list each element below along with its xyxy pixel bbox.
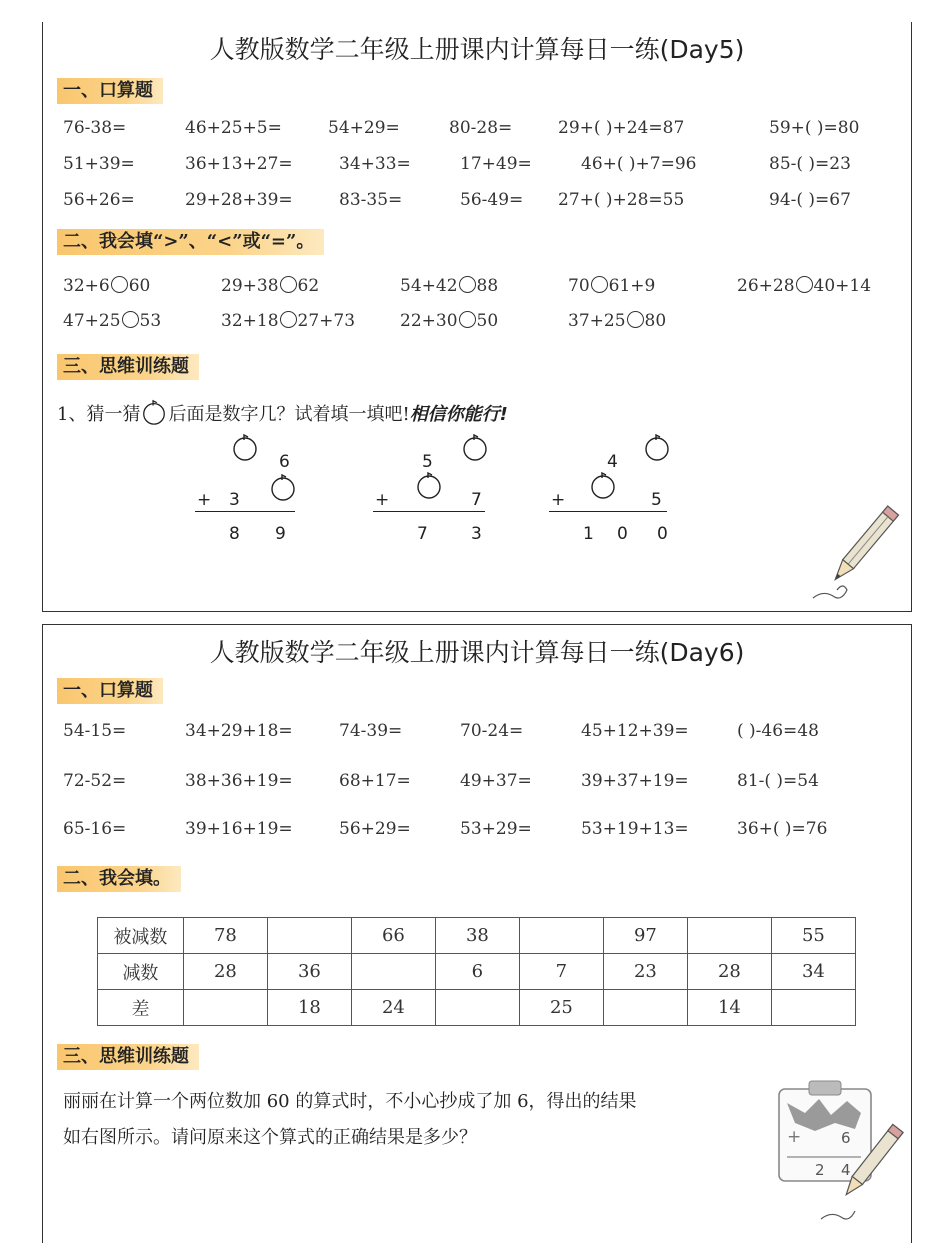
answer-circle[interactable] xyxy=(459,276,476,293)
answer-circle[interactable] xyxy=(459,311,476,328)
compare-item: 22+30 50 xyxy=(400,311,499,331)
table-cell: 97 xyxy=(603,918,687,954)
answer-circle[interactable] xyxy=(122,311,139,328)
table-cell: 78 xyxy=(183,918,267,954)
puzzle-digit: 7 xyxy=(417,524,428,544)
equation: 76-38= xyxy=(63,118,127,138)
equation: 51+39= xyxy=(63,154,135,174)
table-cell[interactable] xyxy=(603,990,687,1026)
equation: 46+25+5= xyxy=(185,118,282,138)
puzzle-digit: 0 xyxy=(657,524,668,544)
equation: 36+( )=76 xyxy=(737,819,828,839)
compare-item: 32+18 27+73 xyxy=(221,311,356,331)
table-cell[interactable] xyxy=(687,918,771,954)
equation: 80-28= xyxy=(449,118,513,138)
table-cell: 66 xyxy=(351,918,435,954)
figure-digit: 4 xyxy=(841,1161,851,1179)
table-cell: 36 xyxy=(267,954,351,990)
encouragement: 相信你能行! xyxy=(409,404,508,425)
equation: 39+37+19= xyxy=(581,771,689,791)
table-cell: 7 xyxy=(519,954,603,990)
puzzle-digit: 7 xyxy=(471,490,482,510)
table-cell: 6 xyxy=(435,954,519,990)
sum-line xyxy=(195,511,295,512)
apple-icon xyxy=(461,432,489,462)
equation: 81-( )=54 xyxy=(737,771,819,791)
table-cell: 38 xyxy=(435,918,519,954)
subtraction-table xyxy=(97,917,856,1026)
answer-circle[interactable] xyxy=(627,311,644,328)
row-header: 差 xyxy=(98,990,184,1026)
equation: 70-24= xyxy=(460,721,524,741)
section-compare: 二、我会填“>”、“<”或“=”。 xyxy=(57,229,324,255)
equation: 94-( )=67 xyxy=(769,190,851,210)
apple-icon xyxy=(589,470,617,500)
compare-item: 37+25 80 xyxy=(568,311,667,331)
equation: 29+( )+24=87 xyxy=(558,118,685,138)
table-cell: 28 xyxy=(687,954,771,990)
equation: 29+28+39= xyxy=(185,190,293,210)
equation: 83-35= xyxy=(339,190,403,210)
puzzle-digit: 5 xyxy=(422,452,433,472)
equation: 59+( )=80 xyxy=(769,118,860,138)
equation: 38+36+19= xyxy=(185,771,293,791)
equation: 34+33= xyxy=(339,154,411,174)
sum-line xyxy=(549,511,667,512)
section-thinking: 三、思维训练题 xyxy=(57,354,199,380)
table-cell: 25 xyxy=(519,990,603,1026)
table-cell[interactable] xyxy=(519,918,603,954)
answer-circle[interactable] xyxy=(111,276,128,293)
equation: 36+13+27= xyxy=(185,154,293,174)
puzzle-digit: 9 xyxy=(275,524,286,544)
equation: 54-15= xyxy=(63,721,127,741)
puzzle-digit: 3 xyxy=(471,524,482,544)
apple-icon xyxy=(415,470,443,500)
table-row xyxy=(98,990,856,1026)
apple-icon xyxy=(231,432,259,462)
table-cell: 18 xyxy=(267,990,351,1026)
worksheet-day5 xyxy=(42,22,912,612)
figure-digit: 6 xyxy=(841,1129,851,1147)
sum-line xyxy=(373,511,485,512)
apple-icon xyxy=(269,472,297,502)
puzzle-digit: 0 xyxy=(617,524,628,544)
compare-item: 29+38 62 xyxy=(221,276,320,296)
question-1: 1、猜一猜 后面是数字几？试着填一填吧!相信你能行! xyxy=(57,398,508,426)
compare-item: 70 61+9 xyxy=(568,276,656,296)
table-cell: 14 xyxy=(687,990,771,1026)
plus-sign: + xyxy=(551,490,566,510)
plus-sign: + xyxy=(787,1127,802,1147)
compare-item: 26+28 40+14 xyxy=(737,276,872,296)
row-header: 被减数 xyxy=(98,918,184,954)
equation: 17+49= xyxy=(460,154,532,174)
problem-text-line2: 如右图所示。请问原来这个算式的正确结果是多少？ xyxy=(63,1127,477,1148)
equation: 46+( )+7=96 xyxy=(581,154,697,174)
section-thinking: 三、思维训练题 xyxy=(57,1044,199,1070)
puzzle-digit: 6 xyxy=(279,452,290,472)
puzzle-digit: 3 xyxy=(229,490,240,510)
equation: 53+29= xyxy=(460,819,532,839)
problem-text-line1: 丽丽在计算一个两位数加 60 的算式时，不小心抄成了加 6，得出的结果 xyxy=(63,1091,637,1112)
table-cell[interactable] xyxy=(771,990,855,1026)
table-row xyxy=(98,954,856,990)
equation: 27+( )+28=55 xyxy=(558,190,685,210)
equation: 54+29= xyxy=(328,118,400,138)
section-fill: 二、我会填。 xyxy=(57,866,181,892)
equation: 56+29= xyxy=(339,819,411,839)
equation: 56-49= xyxy=(460,190,524,210)
table-cell: 34 xyxy=(771,954,855,990)
equation: 53+19+13= xyxy=(581,819,689,839)
puzzle-digit: 5 xyxy=(651,490,662,510)
equation: 34+29+18= xyxy=(185,721,293,741)
puzzle-digit: 4 xyxy=(607,452,618,472)
equation: 65-16= xyxy=(63,819,127,839)
table-cell: 23 xyxy=(603,954,687,990)
equation: 85-( )=23 xyxy=(769,154,851,174)
equation: 74-39= xyxy=(339,721,403,741)
answer-circle[interactable] xyxy=(280,311,297,328)
section-oral-calc: 一、口算题 xyxy=(57,678,163,704)
pencil-icon xyxy=(803,498,903,608)
equation: ( )-46=48 xyxy=(737,721,819,741)
plus-sign: + xyxy=(375,490,390,510)
equation: 45+12+39= xyxy=(581,721,689,741)
row-header: 减数 xyxy=(98,954,184,990)
equation: 49+37= xyxy=(460,771,532,791)
page-title: 人教版数学二年级上册课内计算每日一练(Day6) xyxy=(209,638,745,667)
compare-item: 54+42 88 xyxy=(400,276,499,296)
plus-sign: + xyxy=(197,490,212,510)
worksheet-day6 xyxy=(42,624,912,1243)
table-cell: 24 xyxy=(351,990,435,1026)
section-oral-calc: 一、口算题 xyxy=(57,78,163,104)
puzzle-digit: 8 xyxy=(229,524,240,544)
puzzle-digit: 1 xyxy=(583,524,594,544)
answer-circle[interactable] xyxy=(796,276,813,293)
table-row xyxy=(98,918,856,954)
compare-item: 32+6 60 xyxy=(63,276,151,296)
equation: 56+26= xyxy=(63,190,135,210)
table-cell[interactable] xyxy=(351,954,435,990)
equation: 39+16+19= xyxy=(185,819,293,839)
table-cell[interactable] xyxy=(267,918,351,954)
page-title: 人教版数学二年级上册课内计算每日一练(Day5) xyxy=(209,35,745,64)
equation: 72-52= xyxy=(63,771,127,791)
apple-icon xyxy=(140,398,168,426)
table-cell: 28 xyxy=(183,954,267,990)
figure-digit: 2 xyxy=(815,1161,825,1179)
table-cell: 55 xyxy=(771,918,855,954)
pencil-icon xyxy=(815,1115,905,1225)
table-cell[interactable] xyxy=(183,990,267,1026)
answer-circle[interactable] xyxy=(591,276,608,293)
answer-circle[interactable] xyxy=(280,276,297,293)
table-cell[interactable] xyxy=(435,990,519,1026)
compare-item: 47+25 53 xyxy=(63,311,162,331)
apple-icon xyxy=(643,432,671,462)
equation: 68+17= xyxy=(339,771,411,791)
